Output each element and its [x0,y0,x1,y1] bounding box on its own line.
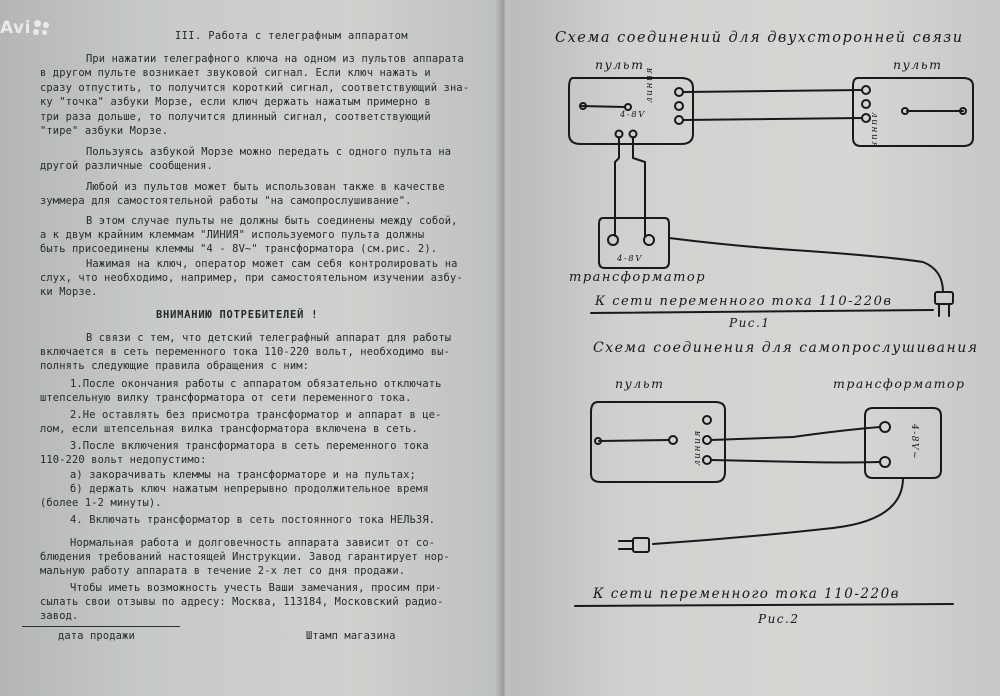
avito-watermark: Avi [0,18,80,40]
mains-underline-2 [575,604,953,606]
rule-line: лом, если штепсельная вилка трансформатора включена в сеть. [40,423,418,435]
mains-label-2: К сети переменного тока 110-220в [593,586,901,602]
body-line: в другом пульте возникает звуковой сигнал. Если ключ нажать и [40,67,431,79]
body-line: При нажатии телеграфного ключа на одном из пультов аппарата [86,53,464,65]
transformer-1-wire-a [615,137,619,236]
terminal-label: 4-8V [620,110,646,120]
body-line: быть присоединены клеммы "4 - 8V~" трансформатора (см.рис. 2). [40,243,438,255]
body-line: слух, что необходимо, например, при самостоятельном изучении азбу- [40,272,463,284]
rule-line: 3.После включения трансформатора в сеть переменного тока [70,440,429,452]
body-line: В этом случае пульты не должны быть соединены между собой, [86,215,458,227]
line-wire-top [683,90,862,92]
line-terminal-mid [675,102,683,110]
body-line: ки Морзе. [40,286,98,298]
body-line: Нажимая на ключ, оператор может сам себя контролировать на [86,258,458,270]
fig2-console-key [599,440,669,441]
rule-line: а) закорачивать клеммы на трансформаторе и на пультах; [70,469,416,481]
rule-line: 2.Не оставлять без присмотра трансформатор и аппарат в це- [70,409,442,421]
fig1-title: Схема соединений для двухсторонней связи [555,30,964,46]
console-label-left: пульт [595,57,645,72]
fig2-transformer-terminal-b [880,457,890,467]
body-line: включается в сеть переменного тока 110-220 вольт, необходимо вы- [40,346,450,358]
plug-1 [935,292,953,304]
line-label-right: линия [869,112,879,149]
line-terminal-bot [675,116,683,124]
body-line: три раза дольше, то получится длинный сигнал, соответствующий [40,111,431,123]
sale-date-label: дата продажи [58,630,135,642]
warning-title: ВНИМАНИЮ ПОТРЕБИТЕЛЕЙ ! [156,309,319,321]
fig2-console-body [591,402,725,482]
console-left-key [581,106,625,107]
console-label-right: пульт [893,57,943,72]
plug-2 [633,538,649,552]
fig2-title: Схема соединения для самопрослушивания [593,340,979,356]
body-line: сразу отпустить, то получится короткий сигнал, соответствующий зна- [40,82,470,94]
fig2-line-terminal-2 [703,436,711,444]
body-line: блюдения требований настоящей Инструкции. Завод гарантирует нор- [40,551,450,563]
rule-line: 1.После окончания работы с аппаратом обязательно отключать [70,378,442,390]
mains-label-1: К сети переменного тока 110-220в [595,294,893,309]
line-terminal-r2 [862,100,870,108]
stamp-label: Штамп магазина [306,630,396,642]
line-terminal-r1 [862,86,870,94]
line-label-left: линия [645,66,655,103]
body-line: завод. [40,610,79,622]
sale-date-line [22,626,180,627]
body-line: полнять следующие правила обращения с ним: [40,360,310,372]
body-line: зуммера для самостоятельной работы "на самопрослушивание". [40,195,412,207]
page-fold [495,0,513,696]
transformer-1-wire-b [633,137,645,236]
body-line: а к двум крайним клеммам "ЛИНИЯ" используемого пульта должны [40,229,425,241]
body-line: сылать свои отзывы по адресу: Москва, 113184, Московский радио- [40,596,444,608]
rule-line: б) держать ключ нажатым непрерывно продолжительное время [70,483,429,495]
fig2-transformer-terminal-a [880,422,890,432]
fig2-console-label: пульт [615,376,665,391]
mains-underline-1 [591,310,933,313]
line-wire-bottom [683,118,862,120]
rule-line: штепсельную вилку трансформатора от сети переменного тока. [40,392,412,404]
watermark-dots-icon [31,19,53,37]
rule-line: 4. Включать трансформатор в сеть постоянного тока НЕЛЬЗЯ. [70,514,436,526]
body-line: другой различные сообщения. [40,160,213,172]
body-line: Чтобы иметь возможность учесть Ваши замечания, просим при- [70,582,442,594]
transformer-1-terminal-a [608,235,618,245]
section-title: III. Работа с телеграфным аппаратом [175,30,408,42]
body-line: "тире" азбуки Морзе. [40,125,169,137]
body-line: В связи с тем, что детский телеграфный аппарат для работы [86,332,452,344]
console-right-terminal [902,108,908,114]
fig2-transformer-body [865,408,941,478]
body-line: мальную работу аппарата в течение 2-х лет со дня продажи. [40,565,406,577]
fig2-terminal-label: 4-8V~ [909,424,919,461]
fig2-wire-b [711,460,880,463]
fig2-line-terminal-1 [703,416,711,424]
body-line: Нормальная работа и долговечность аппарата зависит от со- [70,537,436,549]
right-page [503,0,1000,696]
rule-line: 110-220 вольт недопустимо: [40,454,207,466]
rule-line: (более 1-2 минуты). [40,497,162,509]
fig2-line-terminal-3 [703,456,711,464]
fig2-caption: Рис.2 [758,612,800,626]
line-terminal-top [675,88,683,96]
fig2-console-terminal [669,436,677,444]
fig2-wire-a [711,427,880,440]
body-line: ку "точка" азбуки Морзе, если ключ держать нажатым примерно в [40,96,431,108]
body-line: Любой из пультов может быть использован также в качестве [86,181,445,193]
fig2-transformer-label: трансформатор [833,376,966,391]
power-cord-1 [669,238,943,292]
body-line: Пользуясь азбукой Морзе можно передать с одного пульта на [86,146,452,158]
fig2-line-label: линия [693,429,703,466]
transformer-terminal-label: 4-8V [617,254,643,264]
transformer-label: трансформатор [569,270,707,285]
fig1-caption: Рис.1 [729,316,771,330]
power-cord-2 [653,478,903,544]
